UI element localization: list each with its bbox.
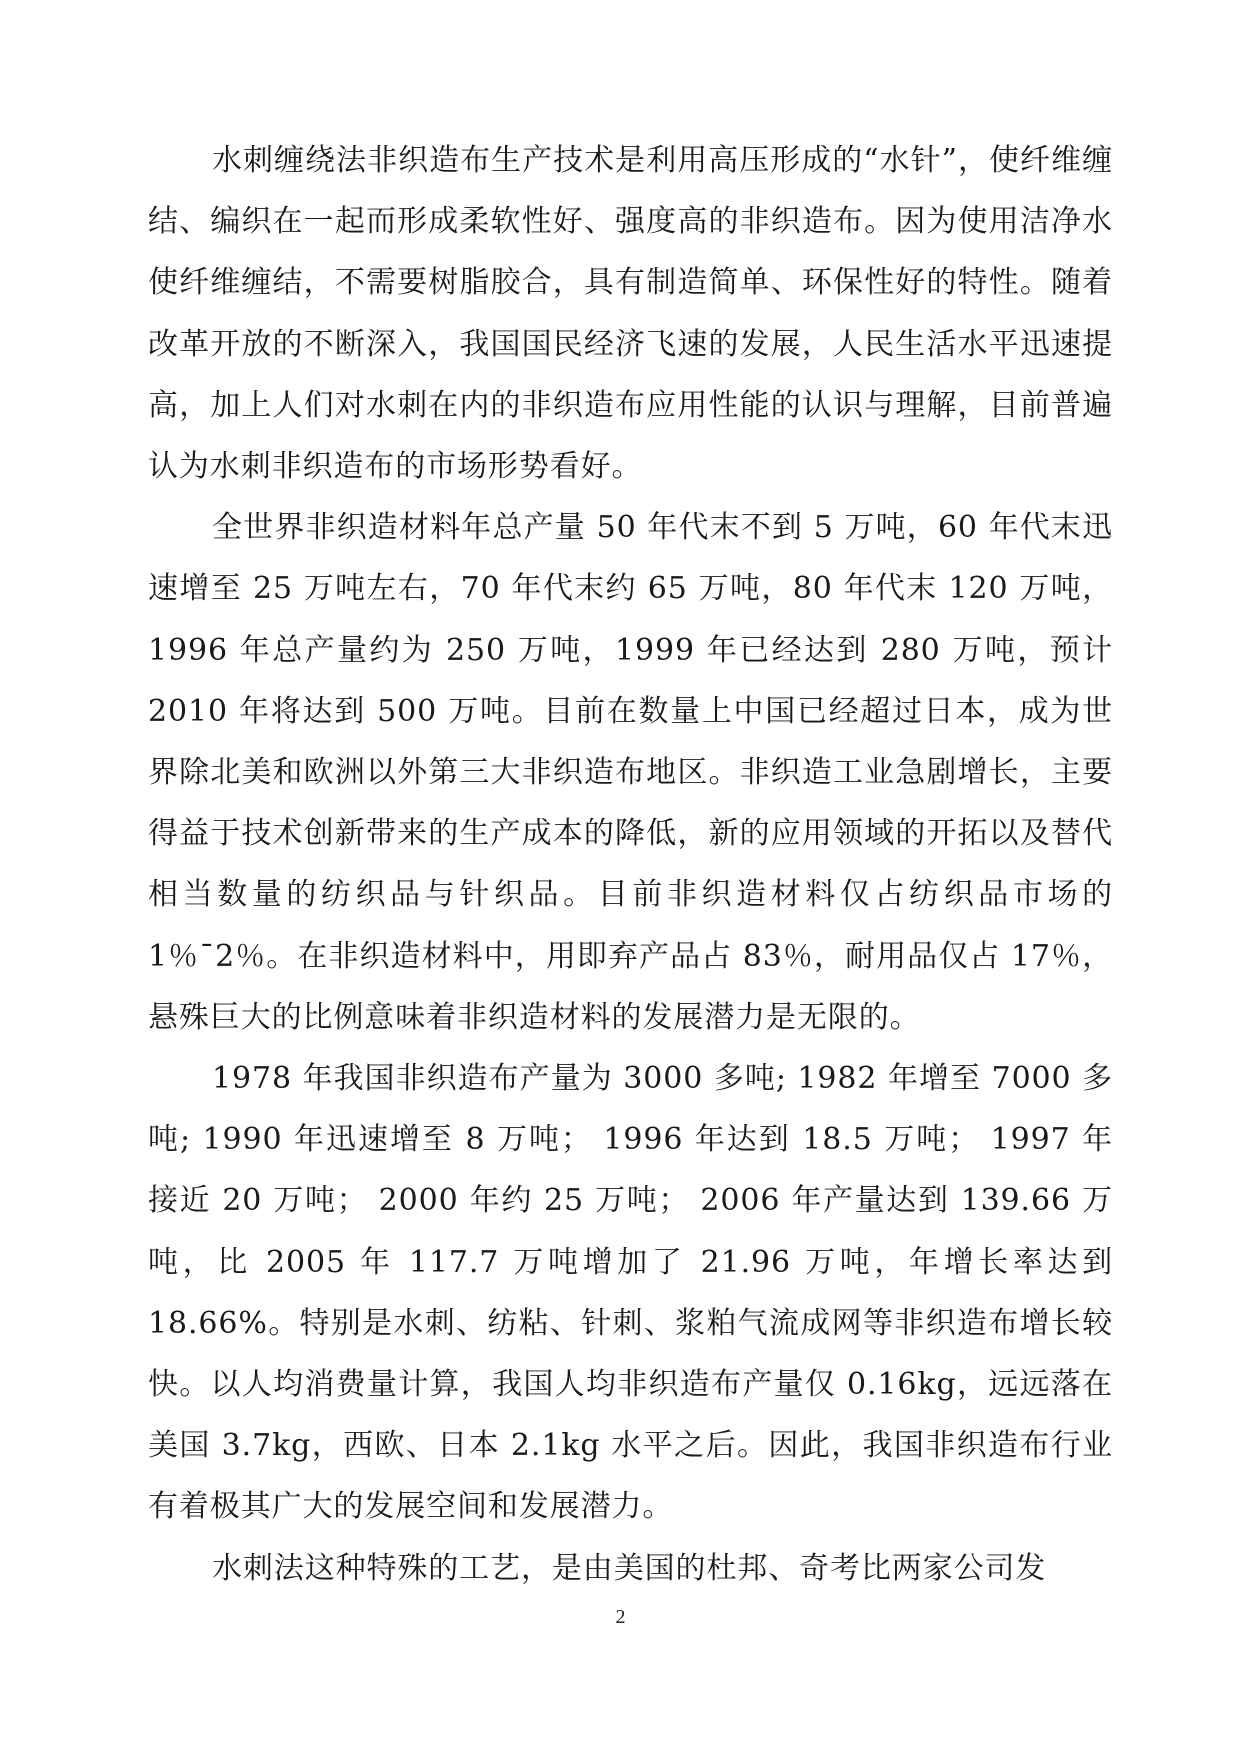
paragraph-china-output: 1978 年我国非织造布产量为 3000 多吨; 1982 年增至 7000 多吨; 1990 年迅速增至 8 万吨； 1996 年达到 18.5 万吨； 1997 年接近 20 万吨； 2000 年约 25 万吨； 2006 年产量达到 139.66 万吨，比 2005 年 117.7 万吨增加了 21.96 万吨，年增长率达到 18.66%。特别是水刺、纺粘、针刺、浆粕气流成网等非织造布增长较快。以人均消费量计算，我国人均非织造布产量仅 0.16kg，远远落在美国 3.7kg，西欧、日本 2.1kg 水平之后。因此，我国非织造布行业有着极其广大的发展空间和发展潜力。 [148, 1061, 1113, 1525]
paragraph-spunlace-intro: 水刺缠绕法非织造布生产技术是利用高压形成的“水针”，使纤维缠结、编织在一起而形成柔软性好、强度高的非织造布。因为使用洁净水使纤维缠结，不需要树脂胶合，具有制造简单、环保性好的特性。随着改革开放的不断深入，我国国民经济飞速的发展，人民生活水平迅速提高，加上人们对水刺在内的非织造布应用性能的认识与理解，目前普遍认为水刺非织造布的市场形势看好。 [148, 143, 1113, 485]
document-body [148, 130, 1113, 1599]
page-number: 2 [615, 1606, 626, 1628]
paragraph-process-origin: 水刺法这种特殊的工艺，是由美国的杜邦、奇考比两家公司发 [212, 1550, 1047, 1586]
paragraph-world-output: 全世界非织造材料年总产量 50 年代末不到 5 万吨，60 年代末迅速增至 25 万吨左右，70 年代末约 65 万吨，80 年代末 120 万吨，1996 年总产量约为 250 万吨，1999 年已经达到 280 万吨，预计 2010 年将达到 500 万吨。目前在数量上中国已经超过日本，成为世界除北美和欧洲以外第三大非织造布地区。非织造工业急剧增长，主要得益于技术创新带来的生产成本的降低，新的应用领域的开拓以及替代相当数量的纺织品与针织品。目前非织造材料仅占纺织品市场的 1％¯2％。在非织造材料中，用即弃产品占 83％，耐用品仅占 17％，悬殊巨大的比例意味着非织造材料的发展潜力是无限的。 [148, 510, 1113, 1035]
